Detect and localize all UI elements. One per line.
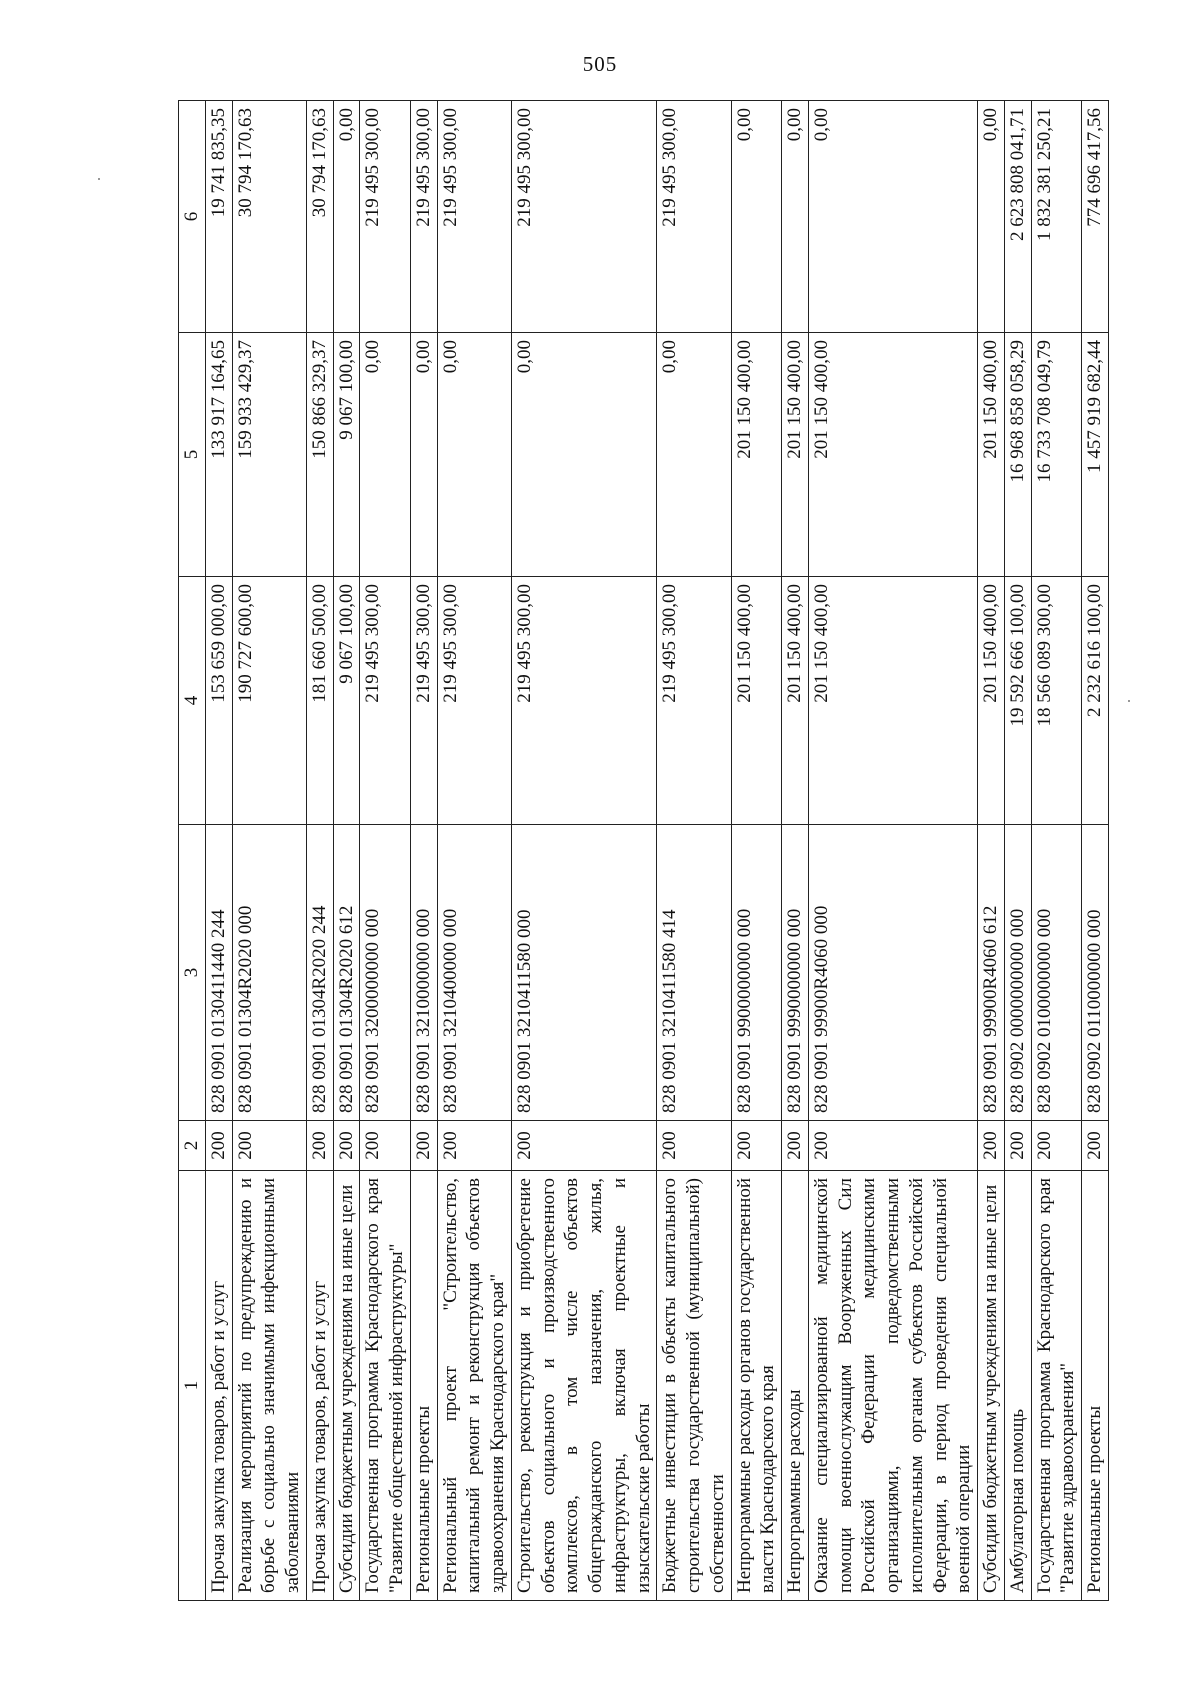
budget-classification-code: 828 0901 3210400000 000 [437,825,511,1121]
executed-amount: 0,00 [511,333,657,577]
remaining-amount: 0,00 [333,101,360,333]
admin-code: 200 [360,1121,411,1171]
approved-amount: 201 150 400,00 [978,577,1005,825]
approved-amount: 219 495 300,00 [657,577,731,825]
budget-table [178,100,1109,1601]
budget-classification-code: 828 0901 3210000000 000 [410,825,437,1121]
item-name: Региональный проект "Строительство, капитальный ремонт и реконструкция объектов здравоохранения Краснодарского края" [437,1171,511,1601]
approved-amount: 201 150 400,00 [782,577,809,825]
remaining-amount: 2 623 808 041,71 [1004,101,1031,333]
budget-classification-code: 828 0901 99900R4060 612 [978,825,1005,1121]
table-row [657,101,731,1601]
executed-amount: 16 968 858 058,29 [1004,333,1031,577]
item-name: Региональные проекты [1082,1171,1109,1601]
budget-classification-code: 828 0901 01304R2020 000 [232,825,306,1121]
budget-classification-code: 828 0901 9900000000 000 [731,825,782,1121]
executed-amount: 201 150 400,00 [731,333,782,577]
item-name: Амбулаторная помощь [1004,1171,1031,1601]
item-name: Реализация мероприятий по предупреждению и борьбе с социально значимыми инфекционными заболеваниями [232,1171,306,1601]
table-row [333,101,360,1601]
executed-amount: 159 933 429,37 [232,333,306,577]
item-name: Государственная программа Краснодарского края "Развитие общественной инфраструктуры" [360,1171,411,1601]
table-row [782,101,809,1601]
remaining-amount: 219 495 300,00 [657,101,731,333]
admin-code: 200 [306,1121,333,1171]
item-name: Оказание специализированной медицинской помощи военнослужащим Вооруженных Сил Российской Федерации медицинскими организациями, подведомственными исполнительным органам субъектов Российской Федерации, в период проведения специальной военной операции [808,1171,977,1601]
table-header-row [179,101,206,1601]
admin-code: 200 [511,1121,657,1171]
budget-classification-code: 828 0901 3210411580 414 [657,825,731,1121]
admin-code: 200 [232,1121,306,1171]
remaining-amount: 1 832 381 250,21 [1031,101,1082,333]
table-row [205,101,232,1601]
scan-speck [98,178,100,180]
approved-amount: 219 495 300,00 [360,577,411,825]
item-name: Прочая закупка товаров, работ и услуг [205,1171,232,1601]
executed-amount: 1 457 919 682,44 [1082,333,1109,577]
approved-amount: 219 495 300,00 [511,577,657,825]
budget-classification-code: 828 0901 3210411580 000 [511,825,657,1121]
admin-code: 200 [333,1121,360,1171]
item-name: Бюджетные инвестиции в объекты капитального строительства государственной (муниципальной) собственности [657,1171,731,1601]
admin-code: 200 [1004,1121,1031,1171]
table-row [232,101,306,1601]
column-header: 6 [179,101,206,333]
column-header: 2 [179,1121,206,1171]
budget-classification-code: 828 0901 9990000000 000 [782,825,809,1121]
admin-code: 200 [205,1121,232,1171]
budget-classification-code: 828 0901 99900R4060 000 [808,825,977,1121]
approved-amount: 2 232 616 100,00 [1082,577,1109,825]
executed-amount: 0,00 [410,333,437,577]
remaining-amount: 219 495 300,00 [511,101,657,333]
approved-amount: 219 495 300,00 [410,577,437,825]
remaining-amount: 30 794 170,63 [306,101,333,333]
budget-classification-code: 828 0901 01304R2020 612 [333,825,360,1121]
admin-code: 200 [731,1121,782,1171]
item-name: Государственная программа Краснодарского края "Развитие здравоохранения" [1031,1171,1082,1601]
executed-amount: 201 150 400,00 [808,333,977,577]
executed-amount: 9 067 100,00 [333,333,360,577]
remaining-amount: 0,00 [782,101,809,333]
executed-amount: 0,00 [657,333,731,577]
column-header: 1 [179,1171,206,1601]
approved-amount: 190 727 600,00 [232,577,306,825]
admin-code: 200 [657,1121,731,1171]
admin-code: 200 [437,1121,511,1171]
approved-amount: 181 660 500,00 [306,577,333,825]
approved-amount: 153 659 000,00 [205,577,232,825]
executed-amount: 0,00 [437,333,511,577]
table-row [808,101,977,1601]
column-header: 5 [179,333,206,577]
executed-amount: 133 917 164,65 [205,333,232,577]
admin-code: 200 [410,1121,437,1171]
item-name: Непрограммные расходы [782,1171,809,1601]
budget-classification-code: 828 0902 0100000000 000 [1031,825,1082,1121]
approved-amount: 201 150 400,00 [731,577,782,825]
item-name: Субсидии бюджетным учреждениям на иные цели [333,1171,360,1601]
table-row [1031,101,1082,1601]
column-header: 4 [179,577,206,825]
remaining-amount: 19 741 835,35 [205,101,232,333]
approved-amount: 9 067 100,00 [333,577,360,825]
table-row [410,101,437,1601]
item-name: Субсидии бюджетным учреждениям на иные цели [978,1171,1005,1601]
item-name: Прочая закупка товаров, работ и услуг [306,1171,333,1601]
budget-classification-code: 828 0902 0000000000 000 [1004,825,1031,1121]
admin-code: 200 [1031,1121,1082,1171]
table-row [731,101,782,1601]
remaining-amount: 0,00 [808,101,977,333]
executed-amount: 150 866 329,37 [306,333,333,577]
remaining-amount: 0,00 [978,101,1005,333]
table-row [511,101,657,1601]
scan-speck [1128,700,1130,702]
admin-code: 200 [782,1121,809,1171]
remaining-amount: 219 495 300,00 [410,101,437,333]
executed-amount: 201 150 400,00 [782,333,809,577]
admin-code: 200 [808,1121,977,1171]
item-name: Региональные проекты [410,1171,437,1601]
approved-amount: 201 150 400,00 [808,577,977,825]
executed-amount: 0,00 [360,333,411,577]
budget-table-rotated [178,101,1105,1601]
table-row [360,101,411,1601]
admin-code: 200 [978,1121,1005,1171]
executed-amount: 16 733 708 049,79 [1031,333,1082,577]
table-row [1004,101,1031,1601]
approved-amount: 19 592 666 100,00 [1004,577,1031,825]
table-row [978,101,1005,1601]
admin-code: 200 [1082,1121,1109,1171]
remaining-amount: 774 696 417,56 [1082,101,1109,333]
remaining-amount: 219 495 300,00 [360,101,411,333]
item-name: Строительство, реконструкция и приобретение объектов социального и производственного комплексов, в том числе объектов общегражданского назначения, жилья, инфраструктуры, включая проектные и изыскательские работы [511,1171,657,1601]
table-row [306,101,333,1601]
item-name: Непрограммные расходы органов государственной власти Краснодарского края [731,1171,782,1601]
budget-classification-code: 828 0901 3200000000 000 [360,825,411,1121]
table-row [1082,101,1109,1601]
remaining-amount: 219 495 300,00 [437,101,511,333]
approved-amount: 18 566 089 300,00 [1031,577,1082,825]
table-row [437,101,511,1601]
remaining-amount: 0,00 [731,101,782,333]
column-header: 3 [179,825,206,1121]
executed-amount: 201 150 400,00 [978,333,1005,577]
budget-classification-code: 828 0902 0110000000 000 [1082,825,1109,1121]
approved-amount: 219 495 300,00 [437,577,511,825]
budget-classification-code: 828 0901 0130411440 244 [205,825,232,1121]
page-number: 505 [582,52,618,76]
remaining-amount: 30 794 170,63 [232,101,306,333]
budget-classification-code: 828 0901 01304R2020 244 [306,825,333,1121]
